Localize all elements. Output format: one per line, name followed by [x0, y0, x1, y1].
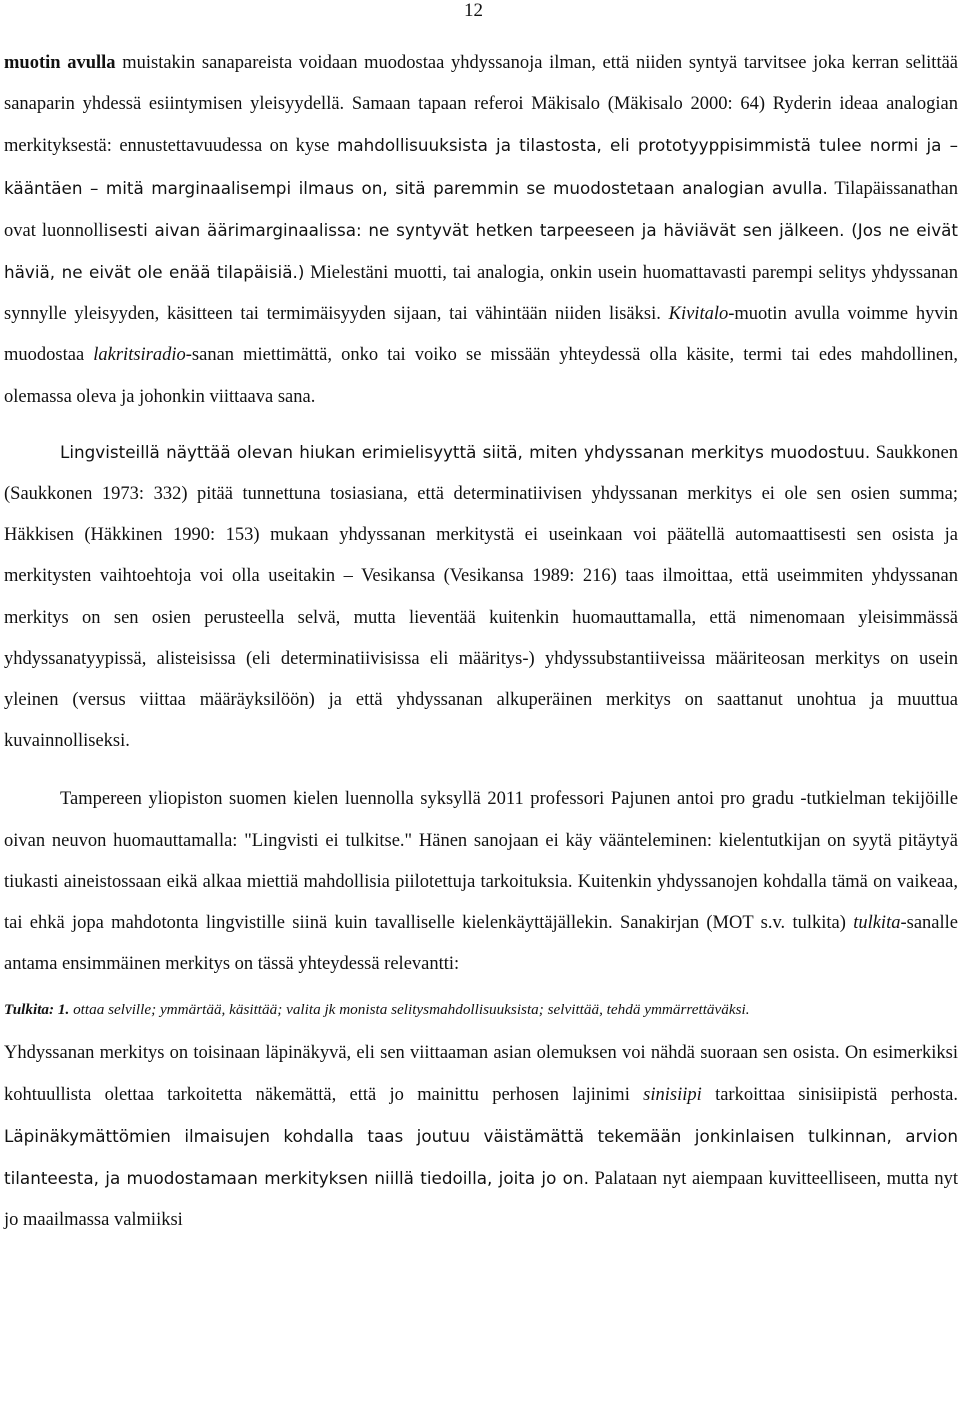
definition-term: Tulkita: 1. [4, 1001, 70, 1019]
paragraph-4-text-a: Yhdyssanan merkitys on toisinaan läpinäkyvä, eli sen viittaaman asian olemuksen voi nähdä suoraan sen osista. On esimerkiksi kohtuullista olettaa tarkoitetta näkemättä, että jo mainittu perhosen lajinimi [4, 1043, 958, 1105]
paragraph-1-text-c: Mielestäni muotti, tai analogia, onkin usein huomattavasti parempi selitys yhdyssanan synnylle yleisyyden, käsitteen tai termimäisyyden sijaan, tai vähintään niiden lisäksi. [4, 263, 958, 325]
paragraph-2 [4, 432, 958, 763]
paragraph-2-text-a: Saukkonen (Saukkonen 1973: 332) pitää tunnettuna tosiasiana, että determinatiivisen yhdyssanan merkitys ei ole sen osien summa; Häkkisen (Häkkinen 1990: 153) mukaan yhdyssanan merkitystä ei useinkaan voi päätellä automaattisesti sen osista ja merkitysten vaihtoehtoja voi olla useitakin – Vesikansa (Vesikansa 1989: 216) taas ilmoittaa, että useimmiten yhdyssanan merkitys on sen osien perusteella selvä, mutta lieventää kuitenkin huomauttamalla, että nimenomaan yleisimmässä yhdyssanatyypissä, alisteisissa (eli determinatiivisissa eli määritys-) yhdyssubstantiiveissa määriteosan merkitys on usein yleinen (versus viittaa määräyksilöön) ja että yhdyssanan alkuperäinen merkitys on saattanut unohtua ja muuttua kuvainnolliseksi. [4, 442, 958, 752]
italic-term-kivitalo: Kivitalo [668, 304, 729, 325]
paragraph-3-text-a: Tampereen yliopiston suomen kielen luennolla syksyllä 2011 professori Pajunen antoi pro gradu -tutkielman tekijöille oivan neuvon huomauttamalla: "Lingvisti ei tulkitse." Hänen sanojaan ei käy väänteleminen: kielentutkijan on syytä pitäytyä tiukasti aineistossaan eikä alkaa miettiä mahdollisia piilotettuja tarkoituksia. Kuitenkin yhdyssanojen kohdalla tämä on vaikeaa, tai ehkä jopa mahdotonta lingvistille siinä kuin tavalliselle kielenkäyttäjällekin. Sanakirjan (MOT s.v. tulkita) [4, 789, 958, 934]
paragraph-1-sans-text-b: sesti aivan äärimarginaalissa: ne syntyvät hetken tarpeeseen ja häviävät sen jälkeen. (Jos ne eivät häviä, ne eivät ole enää tilapäisiä.) [4, 219, 958, 283]
body-text [4, 43, 958, 1241]
page-number: 12 [464, 0, 483, 21]
italic-term-tulkita: tulkita [853, 913, 901, 934]
paragraph-3-text-b: -sanalle antama ensimmäinen merkitys on tässä yhteydessä relevantti: [4, 913, 958, 975]
paragraph-1 [4, 43, 958, 418]
bold-lead-phrase: muotin avulla [4, 53, 116, 73]
paragraph-1-text-a: muistakin sanapareista voidaan muodostaa yhdyssanoja ilman, että niiden syntyä tarvitsee joka kerran selittää sanaparin yhdessä esiintymisen yleisyydellä. Samaan tapaan referoi Mäkisalo (Mäkisalo 2000: 64) Ryderin ideaa analogian merkityksestä: ennustettavuudessa on kyse [4, 53, 959, 157]
dictionary-definition-quote [4, 999, 958, 1021]
paragraph-1-sans-text-a: mahdollisuuksista ja tilastosta, eli prototyyppisimmistä tulee normi ja – kääntäen – mitä marginaalisempi ilmaus on, sitä paremmin se muodostetaan analogian avulla. [4, 135, 958, 198]
paragraph-3 [4, 779, 958, 985]
paragraph-1-text-e: -sanan miettimättä, onko tai voiko se missään yhteydessä olla käsite, termi tai edes mahdollinen, olemassa oleva ja johonkin viittaava sana. [4, 345, 958, 407]
paragraph-4-text-b: tarkoittaa sinisiipistä perhosta. [701, 1084, 958, 1105]
italic-term-lakritsiradio: lakritsiradio [93, 345, 186, 366]
italic-term-sinisiipi: sinisiipi [643, 1084, 702, 1105]
paragraph-1-text-b: Tilapäissanathan ovat luonnolli [4, 178, 958, 241]
paragraph-2-sans-text-a: Lingvisteillä näyttää olevan hiukan erimielisyyttä siitä, miten yhdyssanan merkitys muodostuu. [60, 441, 871, 462]
paragraph-4 [4, 1033, 958, 1241]
paragraph-1-text-d: -muotin avulla voimme hyvin muodostaa [4, 304, 958, 366]
paragraph-4-sans-text-a: Läpinäkymättömien ilmaisujen kohdalla taas joutuu väistämättä tekemään jonkinlaisen tulkinnan, arvion tilanteesta, ja muodostamaan merkityksen niillä tiedoilla, joita jo on. [4, 1125, 958, 1189]
definition-text: ottaa selville; ymmärtää, käsittää; valita jk monista selitysmahdollisuuksista; selvittää, tehdä ymmärrettäväksi. [69, 1001, 750, 1019]
paragraph-4-text-c: Palataan nyt aiempaan kuvitteelliseen, mutta nyt jo maailmassa valmiiksi [4, 1169, 958, 1231]
